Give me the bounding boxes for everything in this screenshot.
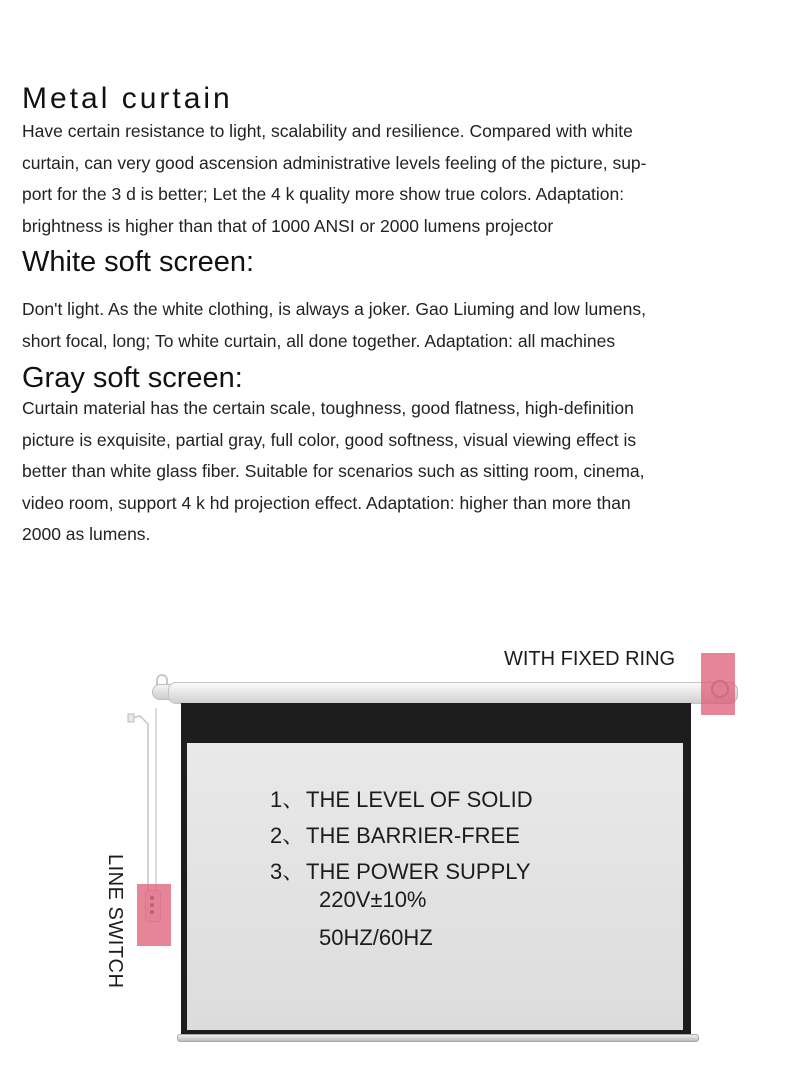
feature-number: 3、 [270,859,305,884]
description-line: 2000 as lumens. [22,524,151,544]
projector-screen-illustration [0,640,790,1065]
description-line: Don't light. As the white clothing, is always a joker. Gao Liuming and low lumens, [22,299,646,319]
white-soft-screen-title: White soft screen: [22,246,255,278]
description-line: video room, support 4 k hd projection effect. Adaptation: higher than more than [22,492,631,513]
description-line: brightness is higher than that of 1000 ANSI or 2000 lumens projector [22,215,554,236]
feature-text: THE POWER SUPPLY [306,859,531,884]
description-line: picture is exquisite, partial gray, full color, good softness, visual viewing effect is [22,429,637,450]
screen-bottom-bar [177,1034,699,1042]
frequency-spec: 50HZ/60HZ [319,925,433,950]
feature-text: THE LEVEL OF SOLID [306,787,533,812]
feature-number: 2、 [270,823,305,848]
description-line: Have certain resistance to light, scalability and resilience. Compared with white [22,121,633,141]
feature-item [270,782,533,818]
line-switch-label: LINE SWITCH [104,854,126,989]
screen-housing [168,682,726,704]
voltage-spec: 220V±10% [319,887,427,912]
fixed-ring-label: WITH FIXED RING [504,648,676,670]
feature-item [270,818,533,854]
description-line: short focal, long; To white curtain, all done together. Adaptation: all machines [22,330,616,351]
feature-number: 1、 [270,787,305,812]
description-line: port for the 3 d is better; Let the 4 k quality more show true colors. Adaptation: [22,184,625,204]
gray-soft-screen-title: Gray soft screen: [22,362,243,394]
metal-curtain-description [22,116,752,242]
feature-item [270,854,533,890]
gray-soft-screen-description [22,393,752,551]
white-soft-screen-description [22,294,752,357]
description-line: Curtain material has the certain scale, toughness, good flatness, high-definition [22,398,634,418]
line-switch-highlight [137,884,171,946]
feature-list [270,782,533,890]
description-line: better than white glass fiber. Suitable for scenarios such as sitting room, cinema, [22,461,645,481]
fixed-ring-highlight [701,653,735,715]
feature-text: THE BARRIER-FREE [306,823,520,848]
power-cord [126,708,162,890]
description-line: curtain, can very good ascension administrative levels feeling of the picture, sup- [22,152,647,173]
metal-curtain-title: Metal curtain [22,82,233,115]
